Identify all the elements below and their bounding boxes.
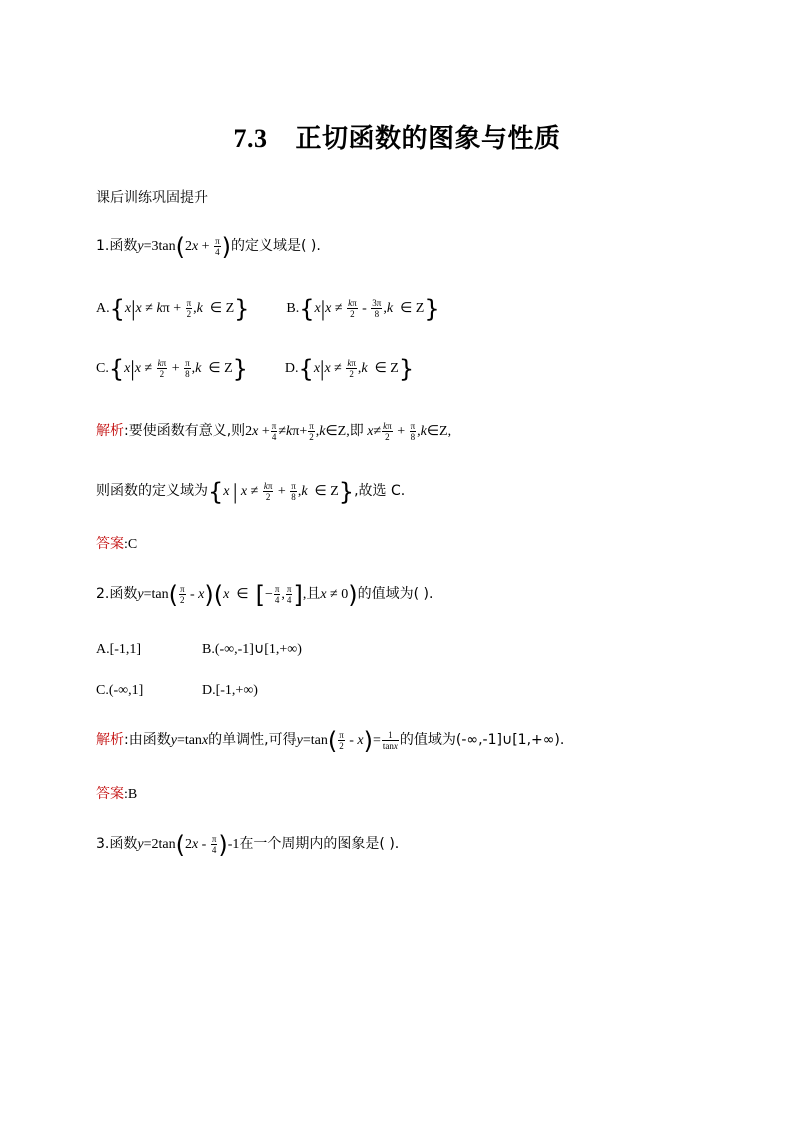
question-1 bbox=[96, 232, 321, 261]
q1-option-b: B.{x|x ≠ $\frac{k\pi}{2}$ - $\frac{3\pi}{8}$ ,k ∈ Z} bbox=[286, 294, 440, 323]
q1-answer: 答案:C bbox=[96, 536, 138, 552]
q2-option-b: B.(-∞,-1]∪[1,+∞) bbox=[202, 642, 302, 657]
q1-answer-label: 答案 bbox=[96, 536, 124, 552]
q1-options-row-2 bbox=[96, 354, 415, 383]
q1-analysis-line-1: 解析:要使函数有意义,则2x + $\frac{\pi}{4}$ ≠kπ+ $\frac{\pi}{2}$ ,k∈Z,即 x≠ $\frac{k\pi}{2}$ + $\frac{\pi}{8}$ ,k∈Z, bbox=[96, 421, 452, 443]
q2-formula: y=tan( $\frac{\pi}{2}$ - x)(x ∈ [− $\frac{\pi}{4}$ , $\frac{\pi}{4}$ ],且x ≠ 0) bbox=[137, 580, 358, 609]
q3-suffix: 在一个周期内的图象是( ). bbox=[239, 836, 400, 852]
q1-option-c: C.{x|x ≠ $\frac{k\pi}{2}$ + $\frac{\pi}{8}$ ,k ∈ Z} bbox=[96, 354, 248, 383]
q2-option-a: A.[-1,1] bbox=[96, 642, 142, 657]
q1-option-a: A.{x|x ≠ kπ + $\frac{\pi}{2}$ ,k ∈ Z} bbox=[96, 294, 250, 323]
q3-prefix: 3.函数 bbox=[96, 836, 138, 852]
q1-formula: y=3tan(2x + $\frac{\pi}{4}$ ) bbox=[137, 232, 231, 261]
q2-options-row-1 bbox=[96, 640, 302, 660]
page-title bbox=[0, 118, 794, 155]
title-text: 正切函数的图象与性质 bbox=[295, 124, 561, 154]
q2-option-d: D.[-1,+∞) bbox=[202, 683, 258, 698]
q1-analysis-line-2: 则函数的定义域为{x | x ≠ $\frac{k\pi}{2}$ + $\frac{\pi}{8}$ ,k ∈ Z},故选 C. bbox=[96, 477, 406, 506]
q2-prefix: 2.函数 bbox=[96, 586, 138, 602]
q1-option-d: D.{x|x ≠ $\frac{k\pi}{2}$ ,k ∈ Z} bbox=[284, 354, 415, 383]
q1-prefix: 1.函数 bbox=[96, 238, 138, 254]
q2-options-row-2 bbox=[96, 681, 258, 701]
q2-option-c: C.(-∞,1] bbox=[96, 683, 144, 698]
q2-analysis-label: 解析 bbox=[96, 732, 124, 748]
q3-formula: y=2tan(2x - $\frac{\pi}{4}$ )-1 bbox=[137, 830, 240, 859]
q2-suffix: 的值域为( ). bbox=[357, 586, 434, 602]
q1-options-row-1 bbox=[96, 294, 440, 323]
q2-analysis: 解析:由函数y=tanx的单调性,可得y=tan( $\frac{\pi}{2}$ - x)= $\frac{1}{\tan x}$ 的值域为(-∞,-1]∪[1,+∞). bbox=[96, 726, 565, 755]
title-number: 7.3 bbox=[233, 124, 268, 153]
question-3 bbox=[96, 830, 400, 859]
q1-analysis-label: 解析 bbox=[96, 423, 124, 439]
q1-suffix: 的定义域是( ). bbox=[231, 238, 321, 254]
q2-answer: 答案:B bbox=[96, 786, 138, 802]
question-2 bbox=[96, 580, 434, 609]
q2-answer-label: 答案 bbox=[96, 786, 124, 802]
section-heading: 课后训练巩固提升 bbox=[96, 190, 208, 206]
